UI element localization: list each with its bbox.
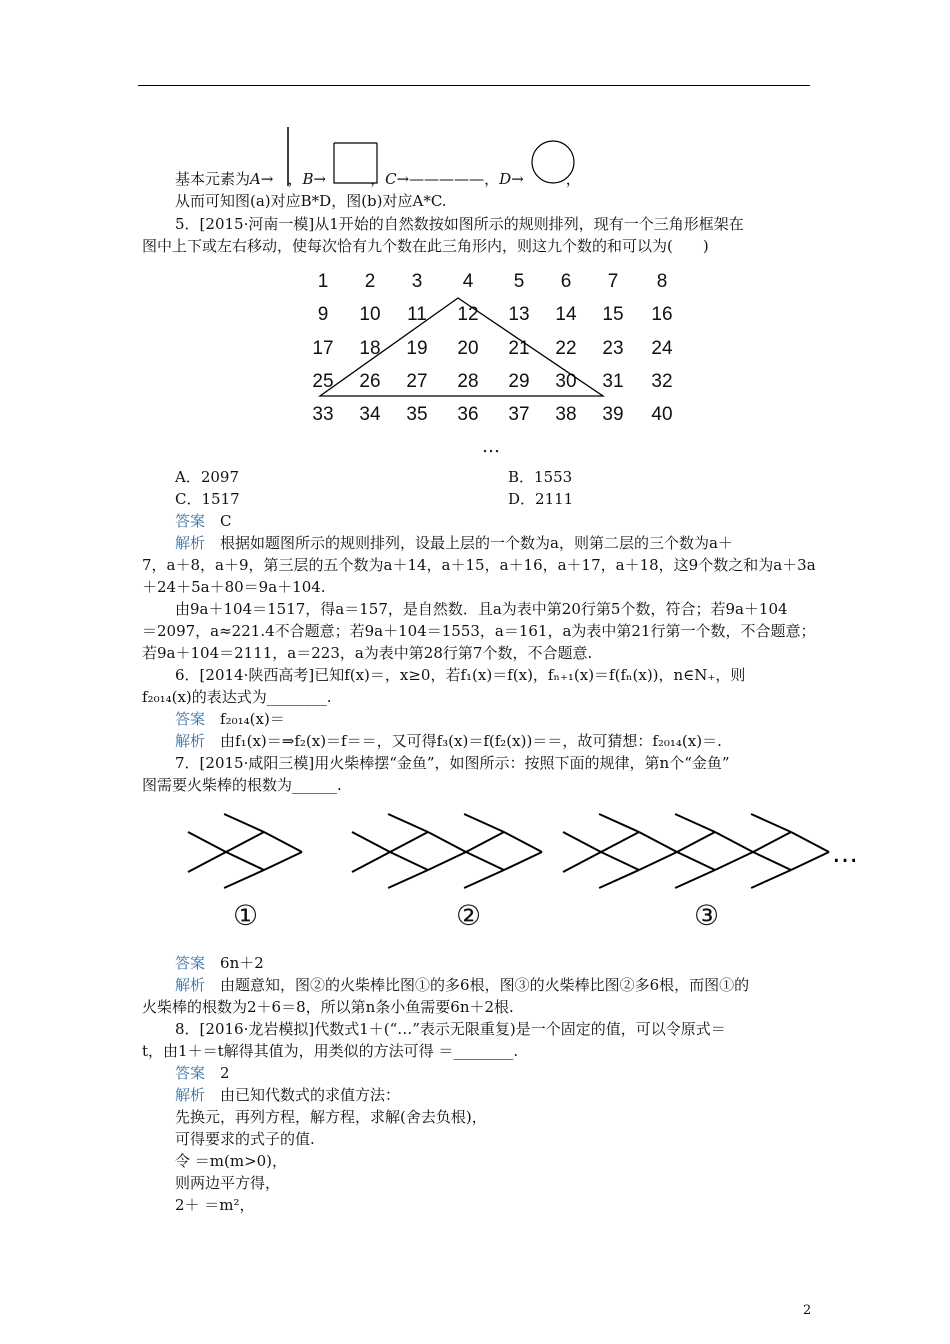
grid-cell: 5 [513, 271, 525, 292]
grid-cell: 16 [651, 304, 673, 325]
explanation-label: 解析 [175, 976, 206, 994]
explanation-8-line-3: 可得要求的式子的值. [175, 1130, 315, 1148]
matchstick [677, 832, 715, 852]
q6-line-1: 6．[2014·陕西高考]已知f(x)＝，x≥0，若f₁(x)＝f(x)，fₙ₊₁(x)＝f(fₙ(x))，n∈N₊，则 [175, 666, 746, 684]
explanation-6: 解析 由f₁(x)＝⇒f₂(x)＝f＝＝，又可得f₃(x)＝f(f₂(x))＝＝，故可猜想：f₂₀₁₄(x)＝. [175, 732, 722, 750]
grid-cell: 17 [312, 338, 334, 359]
matchstick [466, 832, 504, 852]
grid-cell: 10 [359, 304, 381, 325]
explanation-7-line-1: 解析 由题意知，图②的火柴棒比图①的多6根，图③的火柴棒比图②多6根，而图①的 [175, 976, 750, 994]
matchstick [677, 852, 715, 870]
explanation-8-line-5: 则两边平方得， [175, 1174, 281, 1192]
matchstick [352, 852, 390, 872]
answer-label: 答案 [175, 512, 206, 530]
matchstick [224, 870, 264, 888]
matchstick [464, 814, 504, 832]
grid-cell: 39 [602, 404, 624, 425]
grid-cell: 37 [508, 404, 530, 425]
explanation-label: 解析 [175, 1086, 206, 1104]
fish-label-1: ① [233, 899, 259, 932]
matchstick [753, 852, 791, 870]
matchstick [388, 870, 428, 888]
matchstick [601, 852, 639, 870]
q7-line-1: 7．[2015·咸阳三模]用火柴棒摆“金鱼”，如图所示：按照下面的规律，第n个“金鱼” [175, 754, 730, 772]
grid-cell: 21 [508, 338, 530, 359]
grid-cell: 3 [411, 271, 423, 292]
matchstick [188, 832, 226, 852]
matchstick [428, 832, 466, 852]
grid-cell: 13 [508, 304, 530, 325]
grid-cell: 2 [364, 271, 376, 292]
explanation-8-line-6: 2＋ ＝m²， [175, 1196, 255, 1214]
explanation-5-line-6: 若9a＋104＝2111，a＝223，a为表中第28行第7个数，不合题意. [142, 644, 593, 662]
grid-cell: 20 [457, 338, 479, 359]
matchstick [599, 870, 639, 888]
grid-cell: 35 [406, 404, 428, 425]
option-a: A．2097 [175, 468, 240, 486]
option-b: B．1553 [508, 468, 573, 486]
answer-label: 答案 [175, 1064, 206, 1082]
matchstick [388, 814, 428, 832]
explanation-5-line-4: 由9a＋104＝1517，得a＝157，是自然数．且a为表中第20行第5个数，符合；若9a＋104 [175, 600, 788, 618]
matchstick [264, 852, 302, 870]
answer-label: 答案 [175, 710, 206, 728]
fish-label-3: ③ [694, 899, 720, 932]
q5-line-2: 图中上下或左右移动，使每次恰有九个数在此三角形内，则这九个数的和可以为( ) [142, 237, 709, 255]
matchstick [390, 832, 428, 852]
answer-8: 答案 2 [175, 1064, 230, 1082]
grid-cell: 40 [651, 404, 673, 425]
line-2: 从而可知图(a)对应B*D，图(b)对应A*C. [175, 192, 447, 210]
grid-cell: 7 [607, 271, 619, 292]
matchstick [639, 832, 677, 852]
grid-cell: 14 [555, 304, 577, 325]
grid-ellipsis: … [482, 436, 500, 457]
grid-cell: 19 [406, 338, 428, 359]
grid-cell: 6 [560, 271, 572, 292]
grid-cell: 36 [457, 404, 479, 425]
matchstick [226, 852, 264, 870]
grid-cell: 26 [359, 371, 381, 392]
grid-cell: 24 [651, 338, 673, 359]
grid-cell: 11 [407, 304, 427, 325]
explanation-8-line-1: 解析 由已知代数式的求值方法： [175, 1086, 401, 1104]
grid-cell: 25 [312, 371, 334, 392]
explanation-5-line-1: 解析 根据如题图所示的规则排列，设最上层的一个数为a，则第二层的三个数为a＋ [175, 534, 733, 552]
answer-7: 答案 6n＋2 [175, 954, 264, 972]
matchstick [753, 832, 791, 852]
matchstick [601, 832, 639, 852]
explanation-5-line-5: ＝2097，a≈221.4不合题意；若9a＋104＝1553，a＝161，a为表中第21行第一个数，不合题意； [142, 622, 816, 640]
matchstick [504, 852, 542, 870]
grid-cell: 31 [602, 371, 624, 392]
answer-label: 答案 [175, 954, 206, 972]
matchstick [791, 852, 829, 870]
grid-cell: 27 [406, 371, 428, 392]
matchstick [599, 814, 639, 832]
matchstick [226, 832, 264, 852]
matchstick [715, 832, 753, 852]
explanation-label: 解析 [175, 534, 206, 552]
grid-cell: 34 [359, 404, 381, 425]
matchstick [466, 852, 504, 870]
matchstick [675, 814, 715, 832]
matchstick [791, 832, 829, 852]
grid-cell: 32 [651, 371, 673, 392]
grid-cell: 38 [555, 404, 577, 425]
q8-line-2: t，由1＋＝t解得其值为，用类似的方法可得 ＝________. [142, 1042, 519, 1060]
grid-cell: 30 [555, 371, 577, 392]
explanation-label: 解析 [175, 732, 206, 750]
fish-ellipsis: … [832, 839, 858, 869]
matchstick [428, 852, 466, 870]
triangle-shape [320, 298, 603, 396]
grid-cell: 33 [312, 404, 334, 425]
page-number: 2 [803, 1303, 812, 1318]
q8-line-1: 8．[2016·龙岩模拟]代数式1＋(“…”表示无限重复)是一个固定的值，可以令原式＝ [175, 1020, 726, 1038]
grid-cell: 8 [656, 271, 668, 292]
option-c: C．1517 [175, 490, 240, 508]
matchstick [264, 832, 302, 852]
matchstick [675, 870, 715, 888]
matchstick [464, 870, 504, 888]
explanation-7-line-2: 火柴棒的根数为2＋6＝8，所以第n条小鱼需要6n＋2根. [142, 998, 514, 1016]
explanation-8-line-2: 先换元，再列方程，解方程，求解(舍去负根)， [175, 1108, 487, 1126]
matchstick [751, 814, 791, 832]
answer-5: 答案 C [175, 512, 232, 530]
matchstick [504, 832, 542, 852]
q6-line-2: f₂₀₁₄(x)的表达式为________. [142, 688, 332, 706]
matchstick [390, 852, 428, 870]
grid-cell: 18 [359, 338, 381, 359]
matchstick [715, 852, 753, 870]
option-d: D．2111 [508, 490, 574, 508]
answer-6: 答案 f₂₀₁₄(x)＝ [175, 710, 285, 728]
basic-elements-line: 基本元素为A→ ，B→ ，C→—————，D→ ， [175, 170, 581, 188]
explanation-5-line-2: 7，a＋8，a＋9，第三层的五个数为a＋14，a＋15，a＋16，a＋17，a＋18，这9个数之和为a＋3a [142, 556, 816, 574]
q5-line-1: 5．[2015·河南一模]从1开始的自然数按如图所示的规则排列，现有一个三角形框架在 [175, 215, 744, 233]
grid-cell: 12 [457, 304, 479, 325]
grid-cell: 23 [602, 338, 624, 359]
matchstick [563, 852, 601, 872]
grid-cell: 4 [462, 271, 474, 292]
goldfish-figure [0, 800, 950, 910]
grid-cell: 28 [457, 371, 479, 392]
q7-line-2: 图需要火柴棒的根数为______. [142, 776, 342, 794]
matchstick [751, 870, 791, 888]
triangle-frame [0, 0, 950, 420]
grid-cell: 22 [555, 338, 577, 359]
grid-cell: 1 [317, 271, 329, 292]
fish-label-2: ② [456, 899, 482, 932]
matchstick [352, 832, 390, 852]
matchstick [224, 814, 264, 832]
matchstick [563, 832, 601, 852]
grid-cell: 29 [508, 371, 530, 392]
explanation-8-line-4: 令 ＝m(m>0)， [175, 1152, 288, 1170]
matchstick [639, 852, 677, 870]
explanation-5-line-3: ＋24＋5a＋80＝9a＋104. [142, 578, 326, 596]
matchstick [188, 852, 226, 872]
grid-cell: 9 [317, 304, 329, 325]
grid-cell: 15 [602, 304, 624, 325]
